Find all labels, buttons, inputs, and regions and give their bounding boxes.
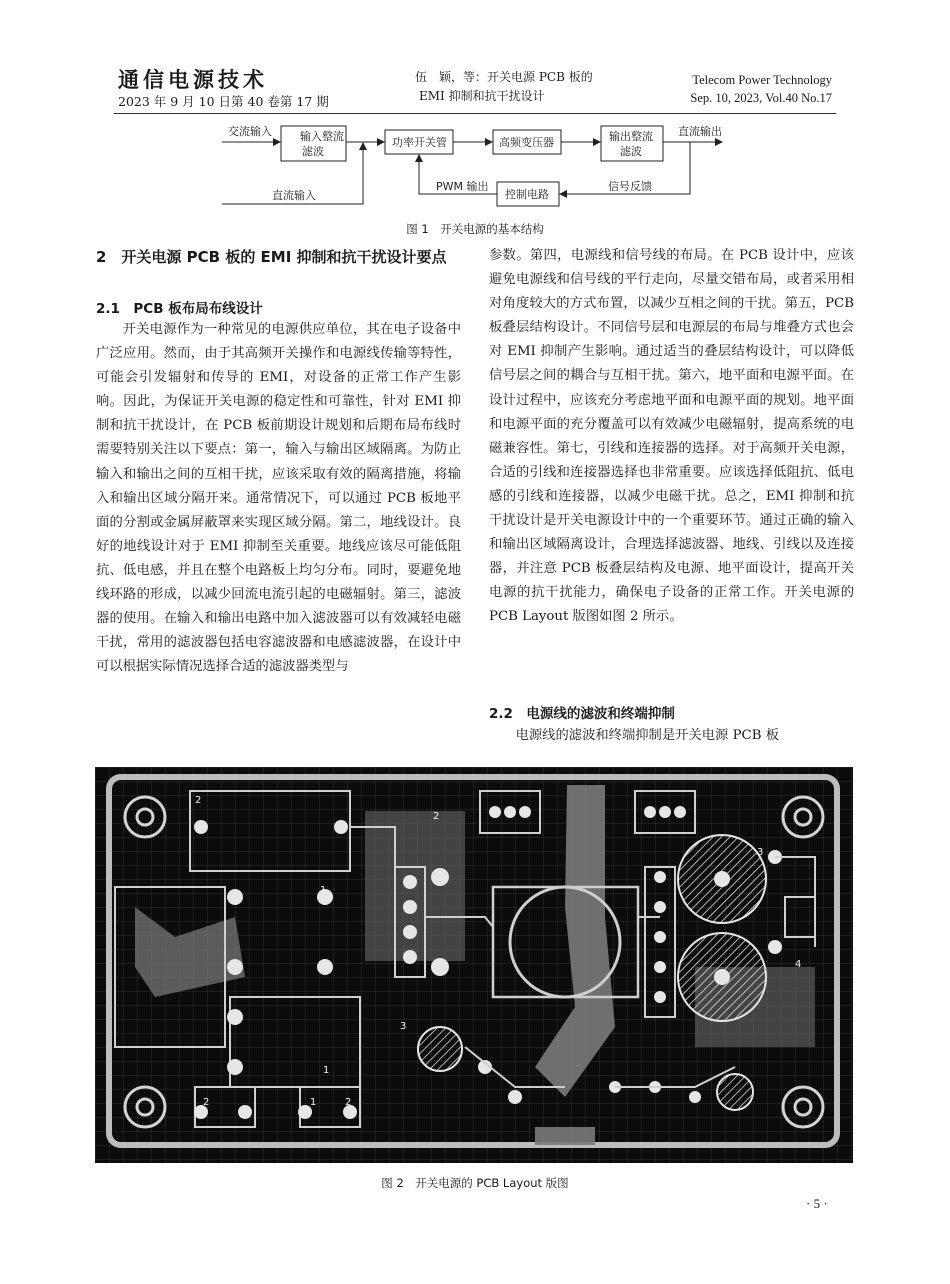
subsection-2-2-text — [489, 724, 854, 748]
silk-label-10: 4 — [795, 959, 802, 970]
left-column-text — [96, 318, 461, 679]
subsection-2-2-heading: 2.2 电源线的滤波和终端抑制 — [489, 706, 675, 722]
block-output-rectifier-line1: 输出整流 — [609, 130, 653, 143]
paragraph-2-1-right: 参数。第四，电源线和信号线的布局。在 PCB 设计中，应该避免电源线和信号线的平行走向，尽量交错布局，或者采用相对角度较大的方式布置，以减少互相之间的干扰。第五，PCB 板叠层结构设计。不同信号层和电源层的布局与堆叠方式也会对 EMI 抑制产生影响。通过适当的叠层结构设计，可以降低信号层之间的耦合与互相干扰。第六，地平面和电源平面。在设计过程中，应该充分考虑地平面和电源平面的规划。地平面和电源平面的充分覆盖可以有效减少电磁辐射，提高系统的电磁兼容性。第七，引线和连接器的选择。对于高频开关电源，合适的引线和连接器选择也非常重要。应该选择低阻抗、低电感的引线和连接器，以减少电磁干扰。总之，EMI 抑制和抗干扰设计是开关电源设计中的一个重要环节。通过正确的输入和输出区域隔离设计，合理选择滤波器、地线、引线以及连接器，并注意 PCB 板叠层结构及电源、地平面设计，提高开关电源的抗干扰能力，确保电子设备的正常工作。开关电源的 PCB Layout 版图如图 2 所示。 — [489, 248, 854, 625]
silk-label-6: 1 — [310, 1097, 317, 1108]
silk-label-8: 1 — [659, 961, 666, 972]
journal-logo: 通信电源技术 — [118, 67, 268, 92]
label-feedback: 信号反馈 — [608, 180, 652, 193]
block-power-switch-label: 功率开关管 — [392, 136, 447, 149]
silk-label-9: 3 — [757, 847, 764, 858]
subsection-2-1-heading: 2.1 PCB 板布局布线设计 — [96, 301, 263, 317]
block-input-rectifier-line1: 输入整流 — [300, 130, 344, 143]
silk-label-4: 3 — [400, 1021, 407, 1032]
silk-label-2: 1 — [323, 1065, 330, 1076]
right-column-text — [489, 244, 854, 630]
issue-en: Sep. 10, 2023, Vol.40 No.17 — [690, 91, 832, 105]
silk-label-7: 2 — [345, 1097, 352, 1108]
paragraph-2-2: 电源线的滤波和终端抑制是开关电源 PCB 板 — [515, 728, 779, 743]
label-pwm-out: PWM 输出 — [436, 180, 489, 193]
silk-label-3: 2 — [433, 811, 440, 822]
label-ac-in: 交流输入 — [228, 125, 272, 138]
pcb-layout-drawing — [95, 767, 853, 1163]
block-output-rectifier-line2: 滤波 — [620, 145, 642, 158]
running-title-line1: 伍 颖，等：开关电源 PCB 板的 — [415, 70, 593, 84]
silk-label-0: 2 — [195, 795, 202, 806]
figure1-caption: 图 1 开关电源的基本结构 — [406, 222, 544, 236]
silk-label-5: 2 — [203, 1097, 210, 1108]
label-dc-in: 直流输入 — [272, 189, 316, 202]
paragraph-2-1-left: 开关电源作为一种常见的电源供应单位，其在电子设备中广泛应用。然而，由于其高频开关操作和电源线传输等特性，可能会引发辐射和传导的 EMI，对设备的正常工作产生影响。因此，为保证开关电源的稳定性和可靠性，针对 EMI 抑制和抗干扰设计，在 PCB 板前期设计规划和后期布局布线时需要特别关注以下要点：第一，输入与输出区域隔离。为防止输入和输出之间的互相干扰，应该采取有效的隔离措施，将输入和输出区域分隔开来。通常情况下，可以通过 PCB 板地平面的分割或金属屏蔽罩来实现区域分隔。第二，地线设计。良好的地线设计对于 EMI 抑制至关重要。地线应该尽可能低阻抗、低电感，并且在整个电路板上均匀分布。同时，要避免地线环路的形成，以减少回流电流引起的电磁辐射。第三，滤波器的使用。在输入和输出电路中加入滤波器可以有效减轻电磁干扰，常用的滤波器包括电容滤波器和电感滤波器，在设计中可以根据实际情况选择合适的滤波器类型与 — [96, 322, 461, 675]
block-input-rectifier-line2: 滤波 — [302, 145, 324, 158]
label-dc-out: 直流输出 — [678, 125, 722, 138]
block-control-label: 控制电路 — [505, 188, 549, 201]
figure1-diagram — [0, 112, 950, 222]
pcb-layout-image — [95, 767, 853, 1163]
journal-en: Telecom Power Technology — [692, 73, 832, 87]
page-number: · 5 · — [806, 1196, 828, 1211]
section2-heading: 2 开关电源 PCB 板的 EMI 抑制和抗干扰设计要点 — [96, 248, 447, 266]
block-hf-transformer-label: 高频变压器 — [499, 136, 554, 149]
running-title-line2: EMI 抑制和抗干扰设计 — [419, 89, 545, 103]
issue-cn: 2023 年 9 月 10 日第 40 卷第 17 期 — [118, 94, 329, 109]
figure2-caption: 图 2 开关电源的 PCB Layout 版图 — [381, 1176, 569, 1190]
journal-en-block — [668, 71, 832, 107]
silk-label-1: 1 — [320, 885, 327, 896]
running-title — [415, 68, 593, 106]
